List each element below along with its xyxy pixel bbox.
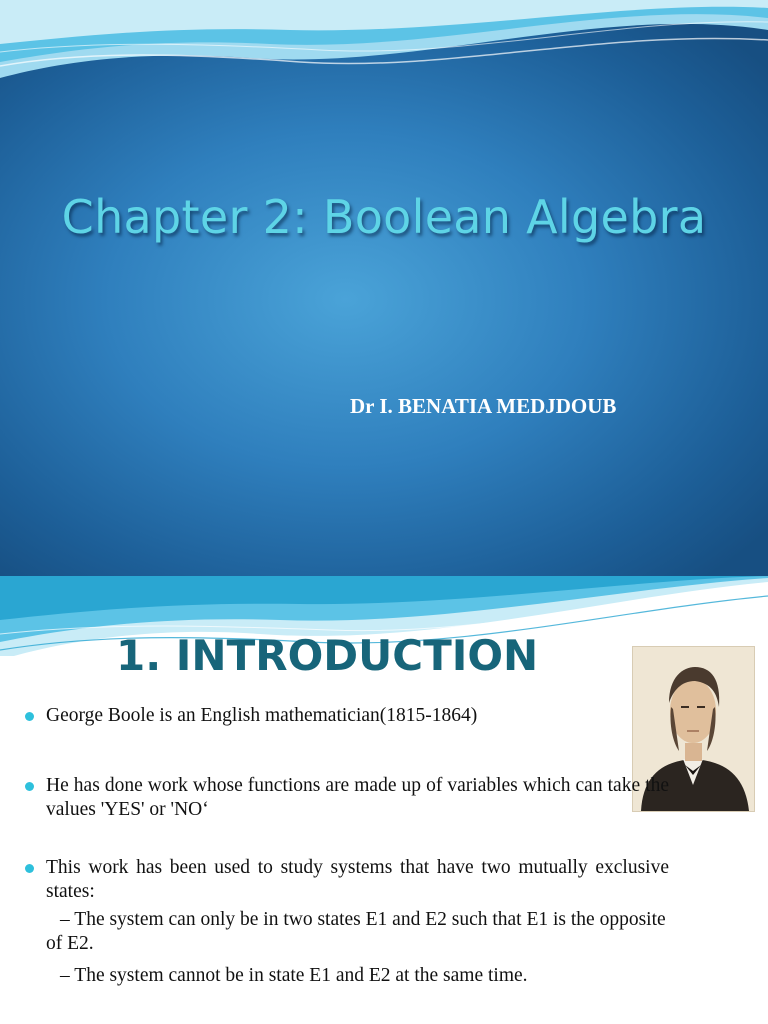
sub-bullet-item bbox=[24, 908, 669, 956]
sub-bullet-text: The system can only be in two states E1 and E2 such that E1 is the opposite of E2. bbox=[46, 909, 666, 954]
bullet-dot-icon bbox=[25, 864, 34, 873]
bullet-text: He has done work whose functions are made up of variables which can take the values 'YES' or 'NO‘ bbox=[46, 775, 669, 820]
bullet-text: This work has been used to study systems that have two mutually exclusive states: bbox=[46, 857, 669, 902]
bullet-dot-icon bbox=[25, 712, 34, 721]
bullet-item bbox=[24, 856, 669, 904]
bullet-item bbox=[24, 704, 669, 728]
slide-title: Chapter 2: Boolean Algebra bbox=[61, 190, 707, 244]
dash-marker: – bbox=[60, 909, 70, 930]
bullet-dot-icon bbox=[25, 782, 34, 791]
top-wave-decoration bbox=[0, 0, 768, 90]
section-title: 1. INTRODUCTION bbox=[116, 631, 539, 680]
bullet-item bbox=[24, 774, 669, 822]
sub-bullet-text: The system cannot be in state E1 and E2 at the same time. bbox=[74, 965, 528, 986]
sub-bullet-item bbox=[24, 964, 669, 988]
introduction-slide bbox=[0, 576, 768, 1024]
bullet-text: George Boole is an English mathematician(1815-1864) bbox=[46, 705, 478, 726]
bullet-list bbox=[24, 704, 669, 988]
author-name: Dr I. BENATIA MEDJDOUB bbox=[350, 394, 617, 418]
dash-marker: – bbox=[60, 965, 70, 986]
